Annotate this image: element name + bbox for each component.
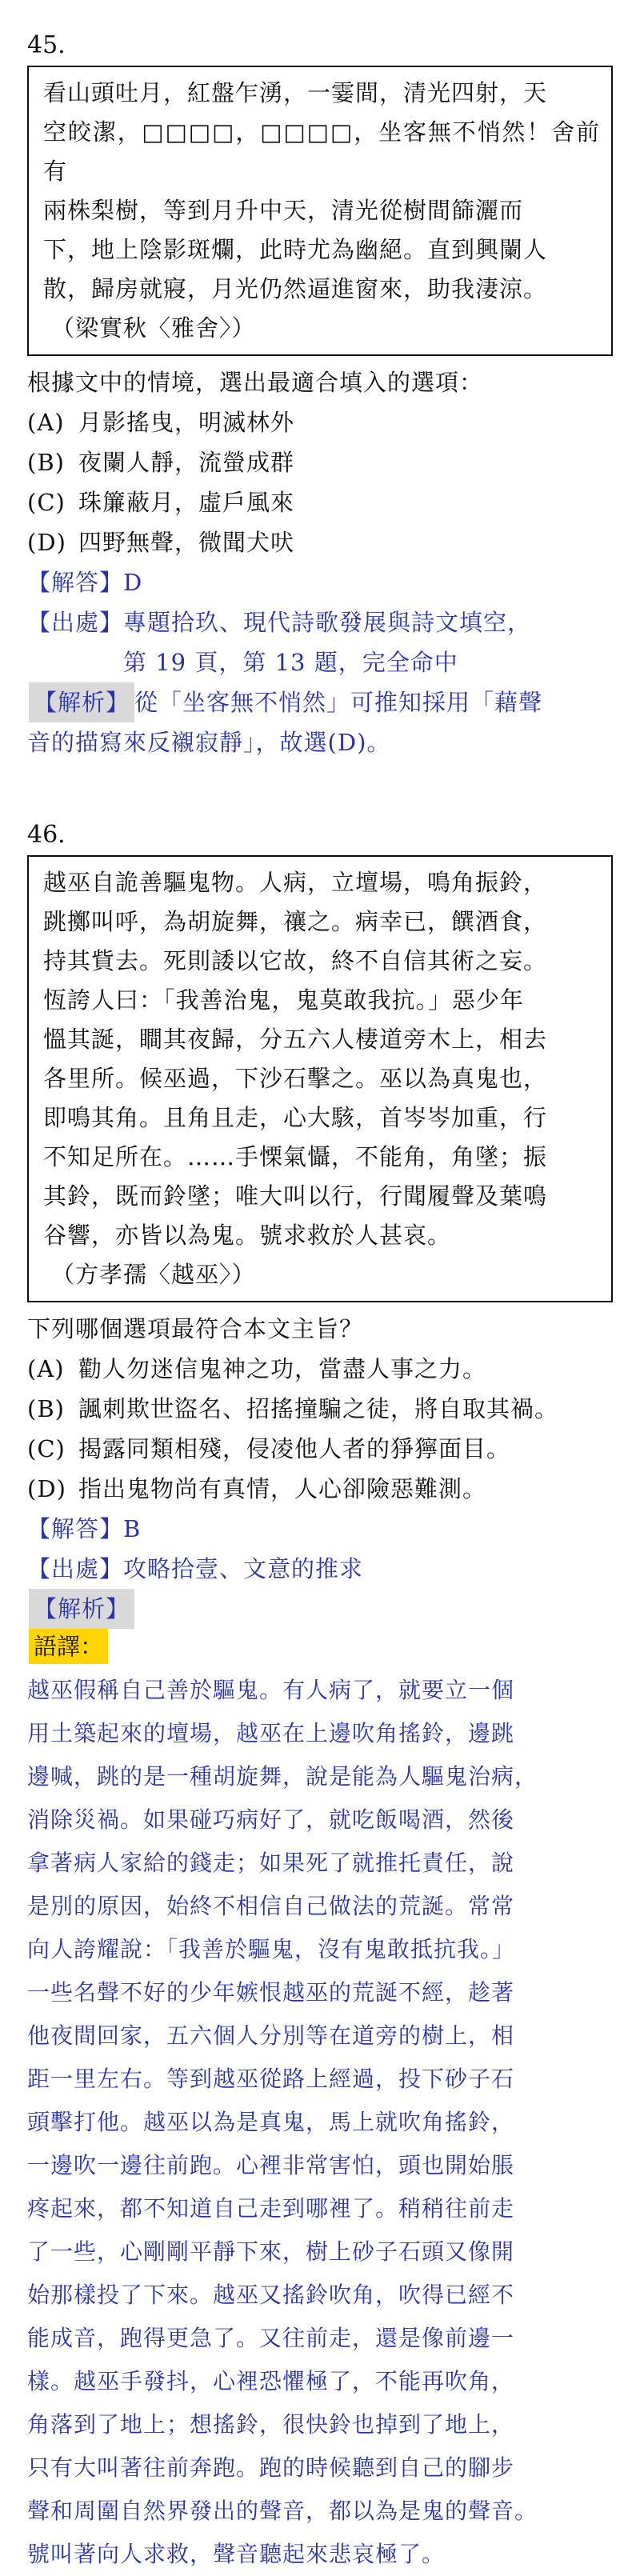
translation-line: 向人誇耀說：「我善於驅鬼，沒有鬼敢抵抗我。」: [27, 1936, 516, 1962]
option-c: [27, 482, 618, 522]
passage-line: 下，地上陰影斑爛，此時尤為幽絕。直到興闌人: [43, 236, 548, 263]
translation-header: [27, 1629, 618, 1664]
option-label: (D): [27, 1475, 66, 1502]
passage-line: 即鳴其角。且角且走，心大駭，首岑岑加重，行: [43, 1104, 548, 1131]
option-b: [27, 1389, 618, 1429]
passage-line: 看山頭吐月，紅盤乍湧，一霎間，清光四射，天: [43, 79, 548, 106]
translation-line: 用土築起來的壇場，越巫在上邊吹角搖鈴，邊跳: [27, 1720, 515, 1746]
translation-line: 越巫假稱自己善於驅鬼。有人病了，就要立一個: [27, 1677, 515, 1703]
origin-line: [27, 1549, 618, 1589]
translation-line: 樣。越巫手發抖，心裡恐懼極了，不能再吹角，: [27, 2368, 515, 2394]
translation-line: 號叫著向人求救，聲音聽起來悲哀極了。: [27, 2541, 446, 2567]
origin-text: 攻略拾壹、文意的推求: [123, 1555, 364, 1582]
passage-line: 恆誇人曰：「我善治鬼，鬼莫敢我抗。」惡少年: [43, 986, 525, 1014]
option-text: 月影搖曳，明滅林外: [78, 409, 295, 436]
origin-tag: 【出處】: [27, 1555, 124, 1582]
option-text: 勸人勿迷信鬼神之功，當盡人事之力。: [78, 1355, 487, 1382]
question-stem: 根據文中的情境，選出最適合填入的選項：: [27, 369, 484, 396]
translation-line: 聲和周圍自然界發出的聲音，都以為是鬼的聲音。: [27, 2498, 538, 2524]
origin-line: [27, 602, 618, 682]
option-text: 四野無聲，微聞犬吠: [78, 529, 295, 556]
translation-line: 消除災禍。如果碰巧病好了，就吃飯喝酒，然後: [27, 1806, 515, 1833]
option-d: [27, 522, 618, 562]
passage-box: [27, 855, 613, 1302]
translation-line: 邊喊，跳的是一種胡旋舞，說是能為人驅鬼治病，: [27, 1763, 538, 1790]
option-c: [27, 1429, 618, 1469]
translation-line: 一些名聲不好的少年嫉恨越巫的荒誕不經，趁著: [27, 1979, 515, 2006]
option-label: (B): [27, 1395, 65, 1422]
question-number: 46.: [27, 821, 66, 849]
option-d: [27, 1469, 618, 1509]
option-a: [27, 402, 618, 442]
translation-line: 能成音，跑得更急了。又往前走，還是像前邊一: [27, 2325, 515, 2351]
answer-tag: 【解答】: [27, 569, 124, 596]
analysis: [27, 1589, 618, 1629]
option-label: (A): [27, 1355, 65, 1382]
origin-body: [123, 602, 618, 682]
analysis-tag: 【解析】: [29, 682, 134, 722]
analysis-text: 音的描寫來反襯寂靜」，故選(D)。: [27, 729, 391, 756]
question-46: [27, 820, 618, 2576]
option-a: [27, 1349, 618, 1389]
analysis: [27, 682, 618, 762]
translation-line: 了一些，心剛剛平靜下來，樹上砂子石頭又像開: [27, 2238, 515, 2265]
translation-line: 只有大叫著往前奔跑。跑的時候聽到自己的腳步: [27, 2454, 515, 2481]
passage-line: 空皎潔，□□□□，□□□□，坐客無不悄然！舍前有: [43, 118, 600, 185]
translation-line: 一邊吹一邊往前跑。心裡非常害怕，頭也開始脹: [27, 2152, 515, 2178]
passage-line: 其鈴，既而鈴墜；唯大叫以行，行聞履聲及葉鳴: [43, 1182, 548, 1210]
answer-line: [27, 1509, 618, 1549]
passage-line: 慍其誕，瞷其夜歸，分五六人棲道旁木上，相去: [43, 1026, 548, 1053]
origin-text: 第 19 頁，第 13 題，完全命中: [123, 649, 458, 676]
analysis-text: 從「坐客無不悄然」可推知採用「藉聲: [134, 689, 543, 716]
passage-source: （方孝孺〈越巫〉）: [51, 1261, 256, 1288]
translation-line: 始那樣投了下來。越巫又搖鈴吹角，吹得已經不: [27, 2282, 515, 2308]
option-label: (A): [27, 409, 65, 436]
passage-line: 散，歸房就寢，月光仍然逼進窗來，助我淒涼。: [43, 275, 548, 302]
option-label: (D): [27, 529, 66, 556]
question-stem: 下列哪個選項最符合本文主旨？: [27, 1315, 364, 1342]
option-text: 揭露同類相殘，侵凌他人者的猙獰面目。: [78, 1435, 511, 1462]
translation-line: 距一里左右。等到越巫從路上經過，投下砂子石: [27, 2066, 515, 2092]
passage-line: 越巫自詭善驅鬼物。人病，立壇場，鳴角振鈴，: [43, 869, 548, 896]
passage-line: 持其貲去。死則諉以它故，終不自信其術之妄。: [43, 947, 548, 974]
option-text: 諷刺欺世盜名、招搖撞騙之徒，將自取其禍。: [78, 1395, 559, 1422]
option-text: 夜闌人靜，流螢成群: [78, 449, 295, 476]
passage-box: [27, 66, 613, 356]
option-label: (C): [27, 1435, 66, 1462]
origin-text: 專題拾玖、現代詩歌發展與詩文填空，: [123, 609, 532, 636]
passage-source: （梁實秋〈雅舍〉）: [51, 314, 256, 342]
passage-line: 不知足所在。……手慄氣懾，不能角，角墜；振: [43, 1143, 548, 1170]
translation-line: 疼起來，都不知道自己走到哪裡了。稍稍往前走: [27, 2195, 515, 2222]
passage-line: 各里所。候巫過，下沙石擊之。巫以為真鬼也，: [43, 1065, 548, 1092]
answer-value: D: [123, 569, 143, 596]
question-number: 45.: [27, 31, 66, 59]
passage-line: 跳擲叫呼，為胡旋舞，禳之。病幸已，饌酒食，: [43, 908, 548, 935]
origin-tag: 【出處】: [27, 609, 124, 636]
translation-line: 拿著病人家給的錢走；如果死了就推托責任，說: [27, 1850, 515, 1876]
option-label: (B): [27, 449, 65, 476]
translation-line: 是別的原因，始終不相信自己做法的荒誕。常常: [27, 1893, 515, 1919]
option-b: [27, 442, 618, 482]
translation-line: 頭擊打他。越巫以為是真鬼，馬上就吹角搖鈴，: [27, 2109, 515, 2135]
passage-line: 兩株梨樹，等到月升中天，清光從樹間篩灑而: [43, 197, 524, 224]
answer-value: B: [123, 1515, 142, 1542]
translation-tag: 語譯：: [29, 1629, 108, 1664]
translation-line: 角落到了地上；想搖鈴，很快鈴也掉到了地上，: [27, 2411, 515, 2438]
question-45: [27, 30, 618, 762]
translation-body: [27, 1669, 618, 2576]
translation-line: 他夜間回家，五六個人分別等在道旁的樹上，相: [27, 2022, 515, 2049]
answer-tag: 【解答】: [27, 1515, 124, 1542]
answer-line: [27, 562, 618, 602]
passage-line: 谷響，亦皆以為鬼。號求救於人甚哀。: [43, 1222, 452, 1249]
option-text: 珠簾蔽月，虛戶風來: [78, 489, 295, 516]
section-divider: [27, 762, 618, 820]
option-label: (C): [27, 489, 66, 516]
analysis-tag: 【解析】: [29, 1589, 134, 1629]
option-text: 指出鬼物尚有真情，人心卻險惡難測。: [78, 1475, 487, 1502]
